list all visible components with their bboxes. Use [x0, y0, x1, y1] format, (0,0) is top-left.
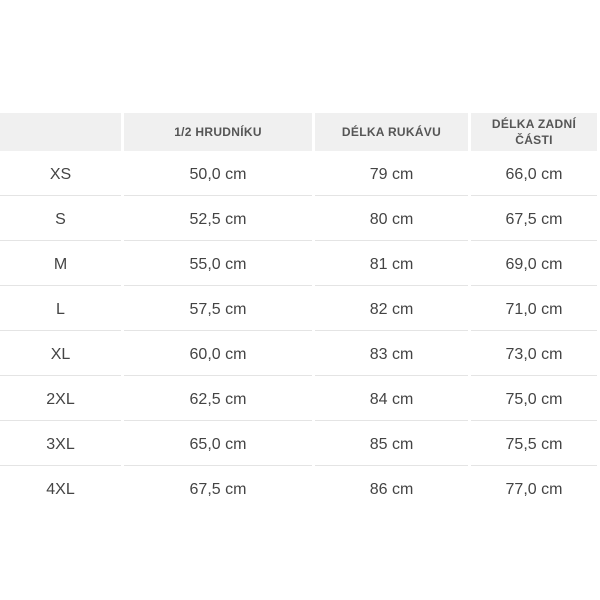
back-cell: 75,0 cm	[471, 379, 597, 421]
chest-cell: 50,0 cm	[124, 154, 312, 196]
chest-cell: 60,0 cm	[124, 334, 312, 376]
size-cell: M	[0, 244, 121, 286]
header-size	[0, 113, 121, 151]
table-row	[0, 469, 597, 510]
back-cell: 71,0 cm	[471, 289, 597, 331]
header-row	[0, 113, 597, 151]
sleeve-cell: 79 cm	[315, 154, 468, 196]
table-row	[0, 424, 597, 466]
sleeve-cell: 83 cm	[315, 334, 468, 376]
chest-cell: 57,5 cm	[124, 289, 312, 331]
chest-cell: 65,0 cm	[124, 424, 312, 466]
size-cell: XS	[0, 154, 121, 196]
size-cell: 2XL	[0, 379, 121, 421]
chest-cell: 55,0 cm	[124, 244, 312, 286]
size-cell: S	[0, 199, 121, 241]
sleeve-cell: 81 cm	[315, 244, 468, 286]
size-cell: 3XL	[0, 424, 121, 466]
size-cell: 4XL	[0, 469, 121, 510]
back-cell: 69,0 cm	[471, 244, 597, 286]
chest-cell: 62,5 cm	[124, 379, 312, 421]
header-sleeve-length: DÉLKA RUKÁVU	[315, 113, 468, 151]
header-half-chest: 1/2 HRUDNÍKU	[124, 113, 312, 151]
table-row	[0, 334, 597, 376]
sleeve-cell: 82 cm	[315, 289, 468, 331]
back-cell: 77,0 cm	[471, 469, 597, 510]
back-cell: 66,0 cm	[471, 154, 597, 196]
size-cell: XL	[0, 334, 121, 376]
table-row	[0, 199, 597, 241]
header-back-length: DÉLKA ZADNÍ ČÁSTI	[471, 113, 597, 151]
table-row	[0, 379, 597, 421]
table-row	[0, 244, 597, 286]
sleeve-cell: 84 cm	[315, 379, 468, 421]
sleeve-cell: 85 cm	[315, 424, 468, 466]
chest-cell: 52,5 cm	[124, 199, 312, 241]
table-row	[0, 154, 597, 196]
sleeve-cell: 86 cm	[315, 469, 468, 510]
back-cell: 67,5 cm	[471, 199, 597, 241]
size-chart-table	[0, 110, 600, 513]
back-cell: 75,5 cm	[471, 424, 597, 466]
size-cell: L	[0, 289, 121, 331]
table-row	[0, 289, 597, 331]
chest-cell: 67,5 cm	[124, 469, 312, 510]
sleeve-cell: 80 cm	[315, 199, 468, 241]
back-cell: 73,0 cm	[471, 334, 597, 376]
